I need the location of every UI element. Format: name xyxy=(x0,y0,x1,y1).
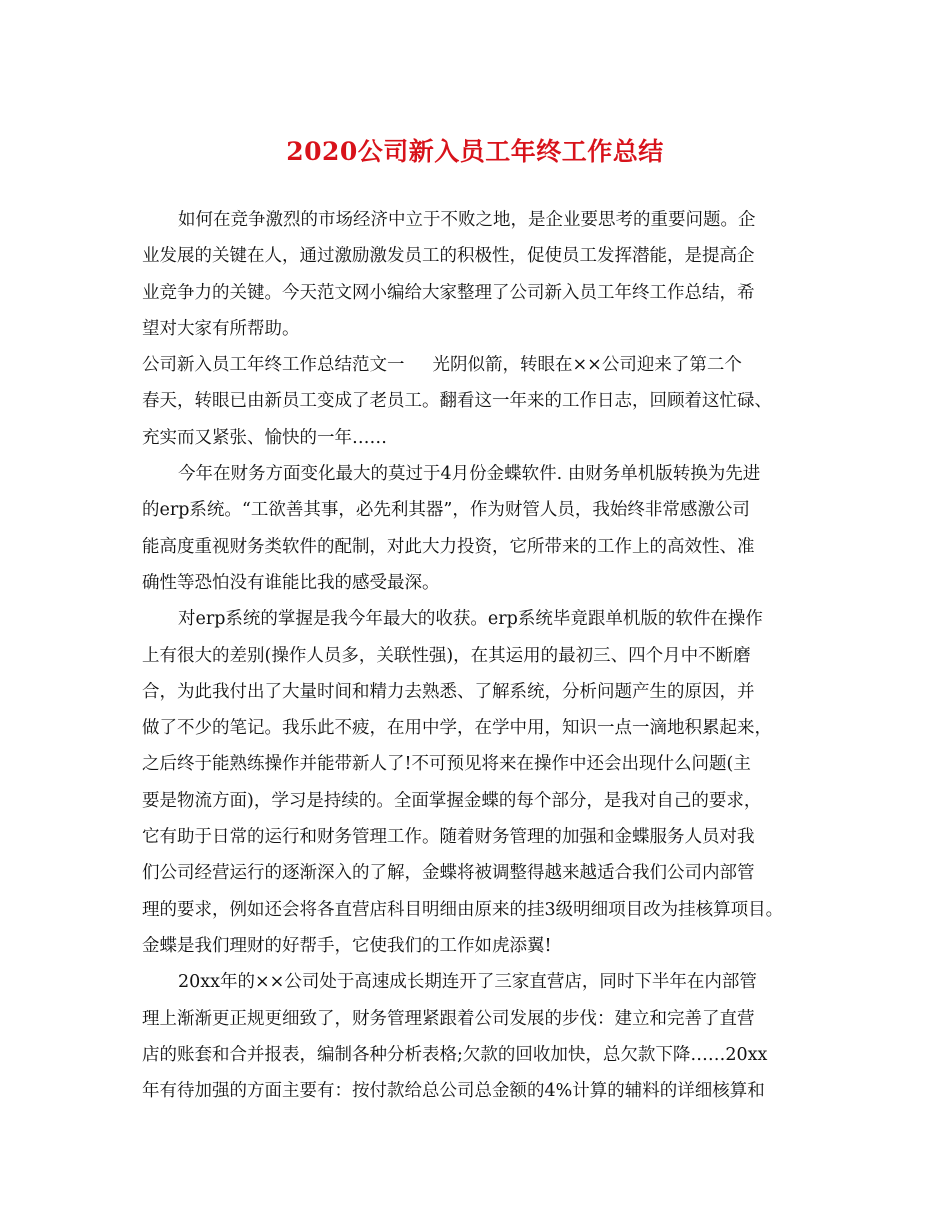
paragraph-line: 的erp系统。“工欲善其事，必先利其器”，作为财管人员，我始终非常感激公司 xyxy=(142,500,750,521)
document-body xyxy=(142,202,832,1109)
paragraph-line: 们公司经营运行的逐渐深入的了解，金蝶将被调整得越来越适合我们公司内部管 xyxy=(142,863,755,884)
paragraph-line: 金蝶是我们理财的好帮手，它使我们的工作如虎添翼! xyxy=(142,935,552,956)
document-title: 2020公司新入员工年终工作总结 xyxy=(286,137,664,166)
paragraph-line: 确性等恐怕没有谁能比我的感受最深。 xyxy=(142,572,440,593)
paragraph-line: 今年在财务方面变化最大的莫过于4月份金蝶软件. 由财务单机版转换为先进 xyxy=(178,464,761,485)
paragraph-line: 要是物流方面)，学习是持续的。全面掌握金蝶的每个部分，是我对自己的要求， xyxy=(142,790,762,811)
paragraph-line: 店的账套和合并报表，编制各种分析表格;欠款的回收加快，总欠款下降……20xx xyxy=(142,1044,768,1065)
paragraph-line: 如何在竞争激烈的市场经济中立于不败之地，是企业要思考的重要问题。企 xyxy=(178,210,756,230)
paragraph-line: 对erp系统的掌握是我今年最大的收获。erp系统毕竟跟单机版的软件在操作 xyxy=(178,609,763,630)
paragraph-line: 春天，转眼已由新员工变成了老员工。翻看这一年来的工作日志，回顾着这忙碌、 xyxy=(142,391,772,412)
paragraph-line: 之后终于能熟练操作并能带新人了!不可预见将来在操作中还会出现什么问题(主 xyxy=(142,754,751,775)
paragraph-line: 理上渐渐更正规更细致了，财务管理紧跟着公司发展的步伐：建立和完善了直营 xyxy=(142,1008,755,1029)
paragraph-line: 它有助于日常的运行和财务管理工作。随着财务管理的加强和金蝶服务人员对我 xyxy=(142,827,755,848)
paragraph-line: 理的要求，例如还会将各直营店科目明细由原来的挂3级明细项目改为挂核算项目。 xyxy=(142,899,784,920)
paragraph-line: 年有待加强的方面主要有：按付款给总公司总金额的4%计算的辅料的详细核算和 xyxy=(142,1081,765,1102)
paragraph-line: 业竞争力的关键。今天范文网小编给大家整理了公司新入员工年终工作总结，希 xyxy=(142,282,755,303)
paragraph-line: 做了不少的笔记。我乐此不疲，在用中学，在学中用，知识一点一滴地积累起来， xyxy=(142,718,772,739)
paragraph-line: 望对大家有所帮助。 xyxy=(142,318,300,339)
paragraph-line: 合，为此我付出了大量时间和精力去熟悉、了解系统，分析问题产生的原因，并 xyxy=(142,681,755,702)
paragraph-line: 充实而又紧张、愉快的一年…… xyxy=(142,427,387,448)
section-heading: 公司新入员工年终工作总结范文一 xyxy=(142,355,405,376)
paragraph-text: 光阴似箭，转眼在××公司迎来了第二个 xyxy=(432,355,742,376)
paragraph-line: 能高度重视财务类软件的配制，对此大力投资，它所带来的工作上的高效性、准 xyxy=(142,536,755,557)
paragraph-line: 业发展的关键在人，通过激励激发员工的积极性，促使员工发挥潜能，是提高企 xyxy=(142,246,755,267)
paragraph-line: 上有很大的差别(操作人员多，关联性强)，在其运用的最初三、四个月中不断磨 xyxy=(142,645,751,666)
paragraph-line: 20xx年的××公司处于高速成长期连开了三家直营店，同时下半年在内部管 xyxy=(178,972,757,993)
section-heading-line xyxy=(142,347,832,383)
